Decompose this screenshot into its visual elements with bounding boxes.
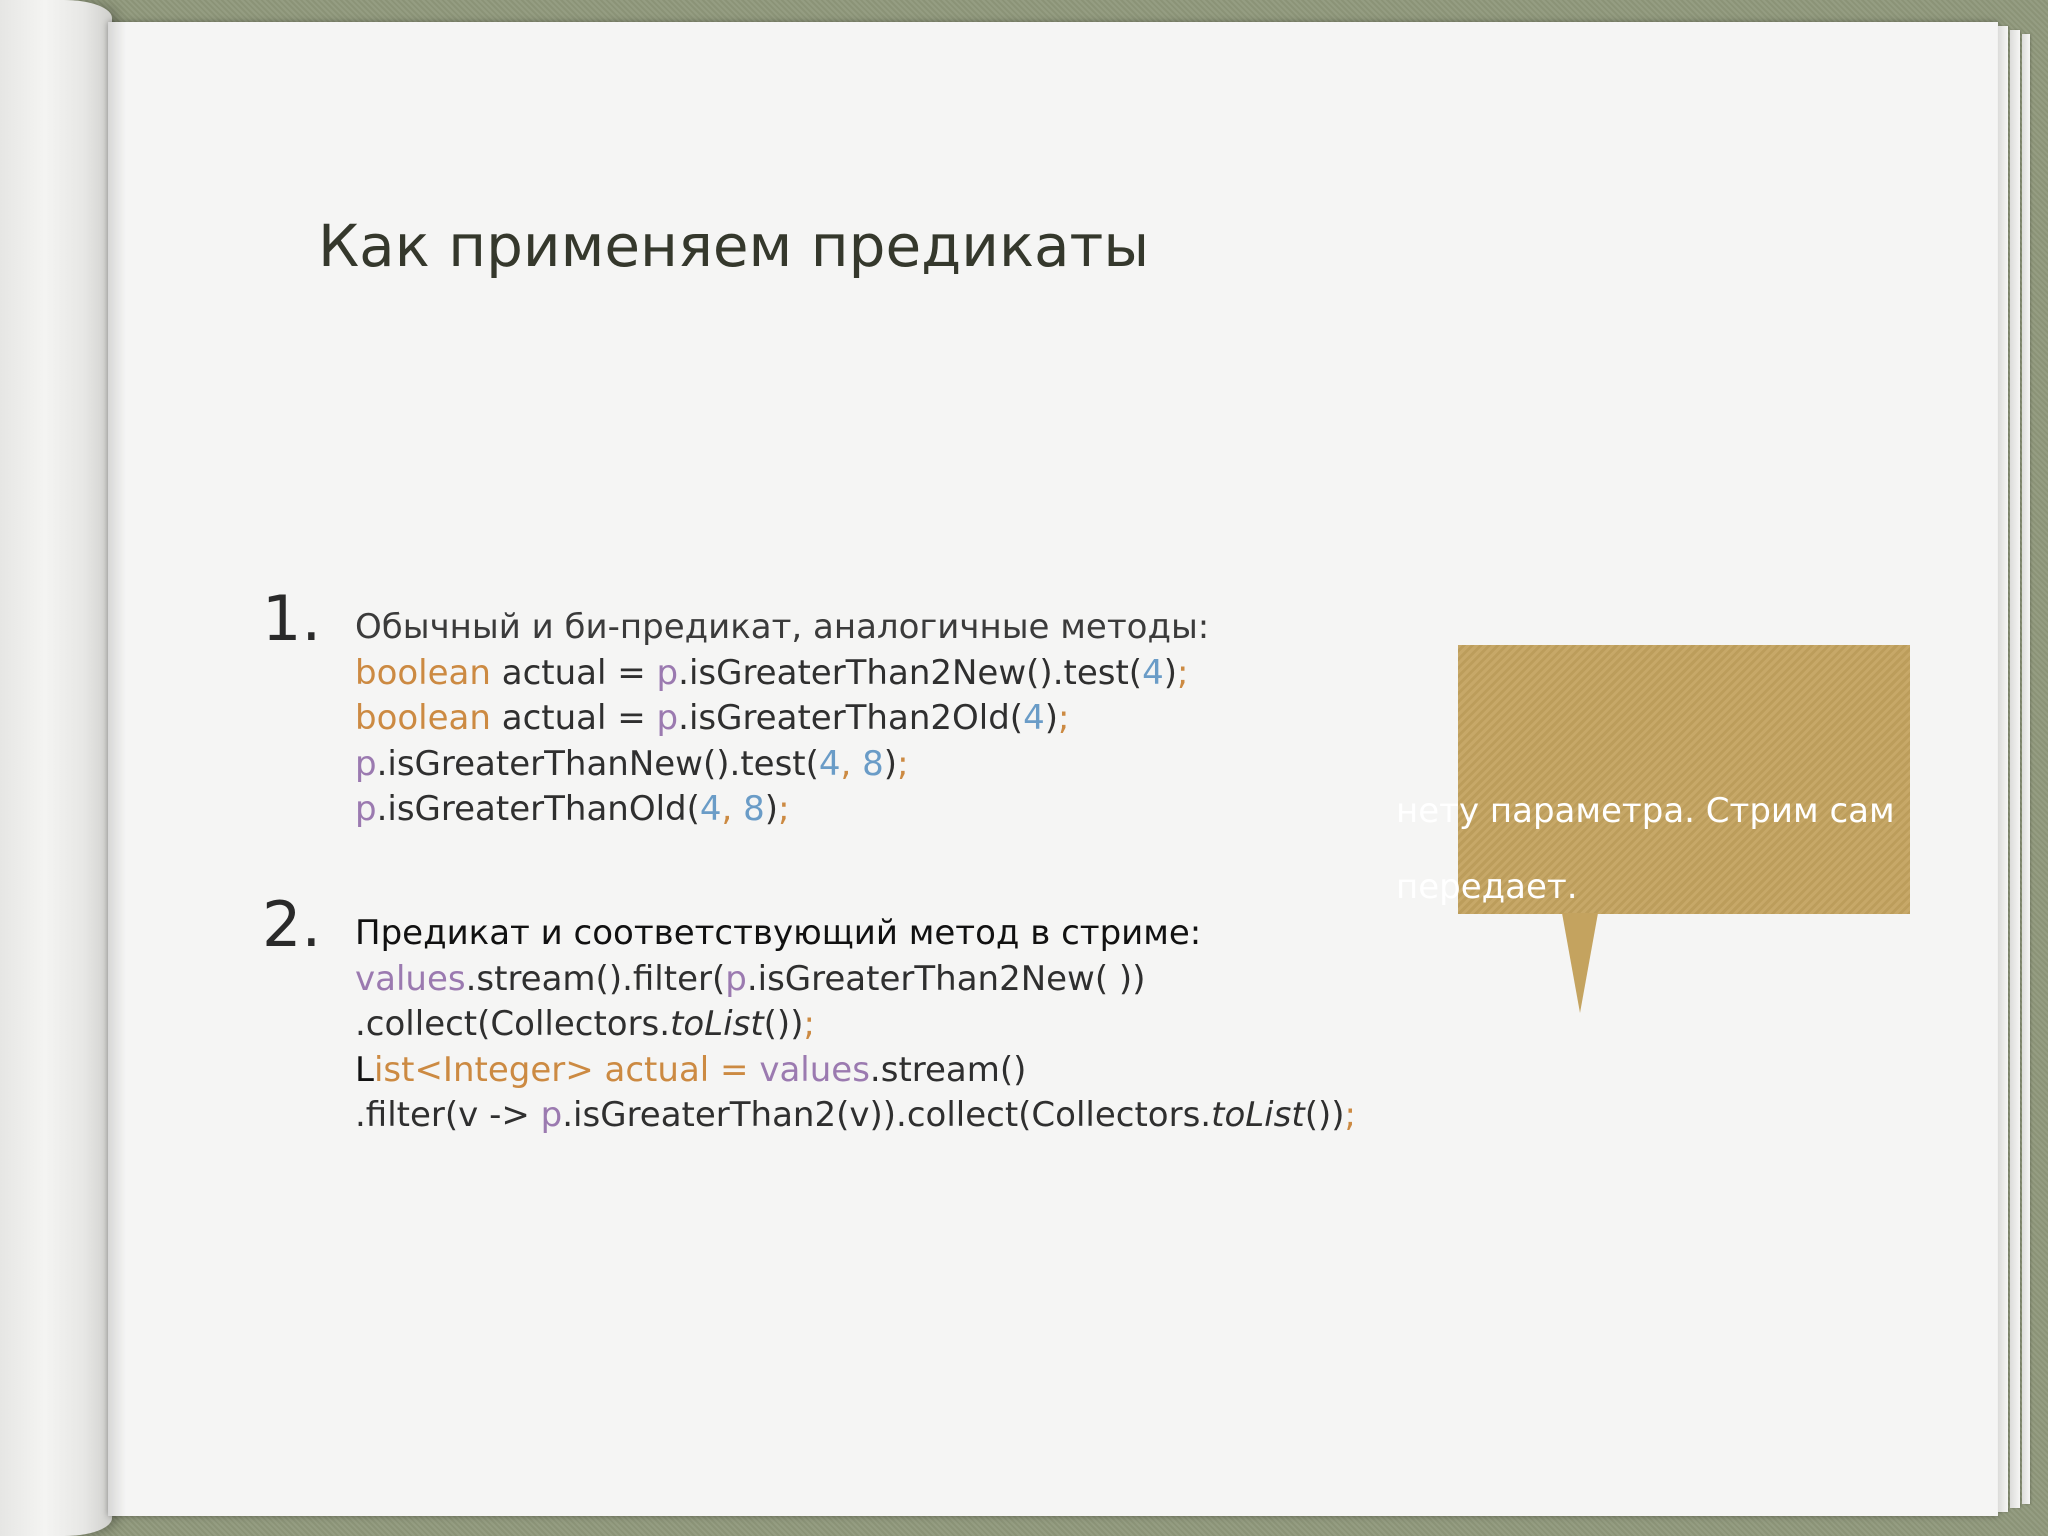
code-line [355, 651, 1209, 697]
item-heading: Обычный и би-предикат, аналогичные методы: [355, 607, 1210, 647]
callout-text [1396, 773, 1895, 925]
item-heading: Предикат и соответствующий метод в стриме: [355, 913, 1202, 953]
code-semicolon: ; [897, 743, 909, 784]
code-line [355, 787, 1209, 833]
code-text: .isGreaterThanNew().test( [376, 743, 819, 784]
code-line [355, 957, 1356, 1003]
code-text: actual = [490, 652, 657, 693]
code-variable: p [355, 789, 377, 829]
callout-line: передает. [1396, 867, 1578, 907]
code-number: 8 [743, 789, 765, 829]
code-comma: , [721, 789, 744, 829]
code-text: actual = [490, 698, 657, 738]
code-text: .isGreaterThan2New().test( [678, 652, 1143, 693]
code-text: ) [1044, 698, 1058, 738]
left-book-page [0, 0, 112, 1536]
item-number: 2. [262, 888, 322, 961]
code-text: .isGreaterThan2(v)).collect(Collectors. [562, 1095, 1212, 1135]
code-text: ) [764, 789, 779, 829]
page-edge [2022, 34, 2030, 1504]
item-body [355, 605, 1209, 833]
code-variable: values [759, 1049, 870, 1090]
code-number: 4 [1142, 652, 1164, 693]
code-text: ()) [1304, 1095, 1345, 1135]
code-comma: , [840, 743, 863, 784]
code-text: .stream().filter( [465, 958, 726, 999]
callout-box [1396, 645, 1910, 914]
code-text: .filter(v -> [355, 1095, 541, 1135]
page-edge [1998, 26, 2008, 1512]
code-text: .isGreaterThan2New( )) [746, 958, 1146, 999]
code-line [355, 696, 1209, 742]
code-method-italic: toList [1211, 1095, 1305, 1135]
code-keyword: ist<Integer> actual = [373, 1049, 760, 1090]
code-keyword: boolean [355, 698, 491, 738]
code-line [355, 742, 1209, 788]
callout-tail [1562, 913, 1598, 1013]
item-number: 1. [262, 582, 322, 655]
gutter-shadow [108, 22, 126, 1516]
code-line [355, 1093, 1356, 1139]
code-method-italic: toList [670, 1004, 764, 1044]
item-body [355, 911, 1356, 1139]
code-variable: p [355, 743, 377, 784]
code-number: 4 [699, 789, 722, 829]
code-number: 8 [862, 743, 884, 784]
slide-title: Как применяем предикаты [318, 212, 1150, 280]
code-keyword: boolean [355, 652, 491, 693]
code-number: 4 [818, 743, 841, 784]
code-text: ()) [763, 1004, 804, 1044]
code-semicolon: ; [1344, 1095, 1356, 1135]
code-text: .stream() [869, 1049, 1027, 1090]
code-variable: p [656, 698, 679, 738]
code-variable: p [540, 1095, 563, 1135]
code-variable: values [355, 958, 466, 999]
code-variable: p [725, 958, 747, 999]
code-line [355, 1048, 1356, 1094]
code-semicolon: ; [1176, 652, 1189, 693]
code-semicolon: ; [803, 1004, 815, 1044]
code-variable: p [656, 652, 679, 693]
code-text: ) [883, 743, 898, 784]
code-semicolon: ; [778, 789, 790, 829]
code-text: ) [1163, 652, 1177, 693]
callout-line: нету параметра. Стрим сам [1396, 791, 1895, 831]
code-text: .isGreaterThanOld( [376, 789, 700, 829]
code-semicolon: ; [1057, 698, 1070, 738]
code-text: .isGreaterThan2Old( [678, 698, 1024, 738]
code-number: 4 [1023, 698, 1045, 738]
code-text: .collect(Collectors. [355, 1004, 671, 1044]
code-line [355, 1002, 1356, 1048]
page-edge [2010, 30, 2020, 1508]
code-text: L [355, 1049, 374, 1090]
